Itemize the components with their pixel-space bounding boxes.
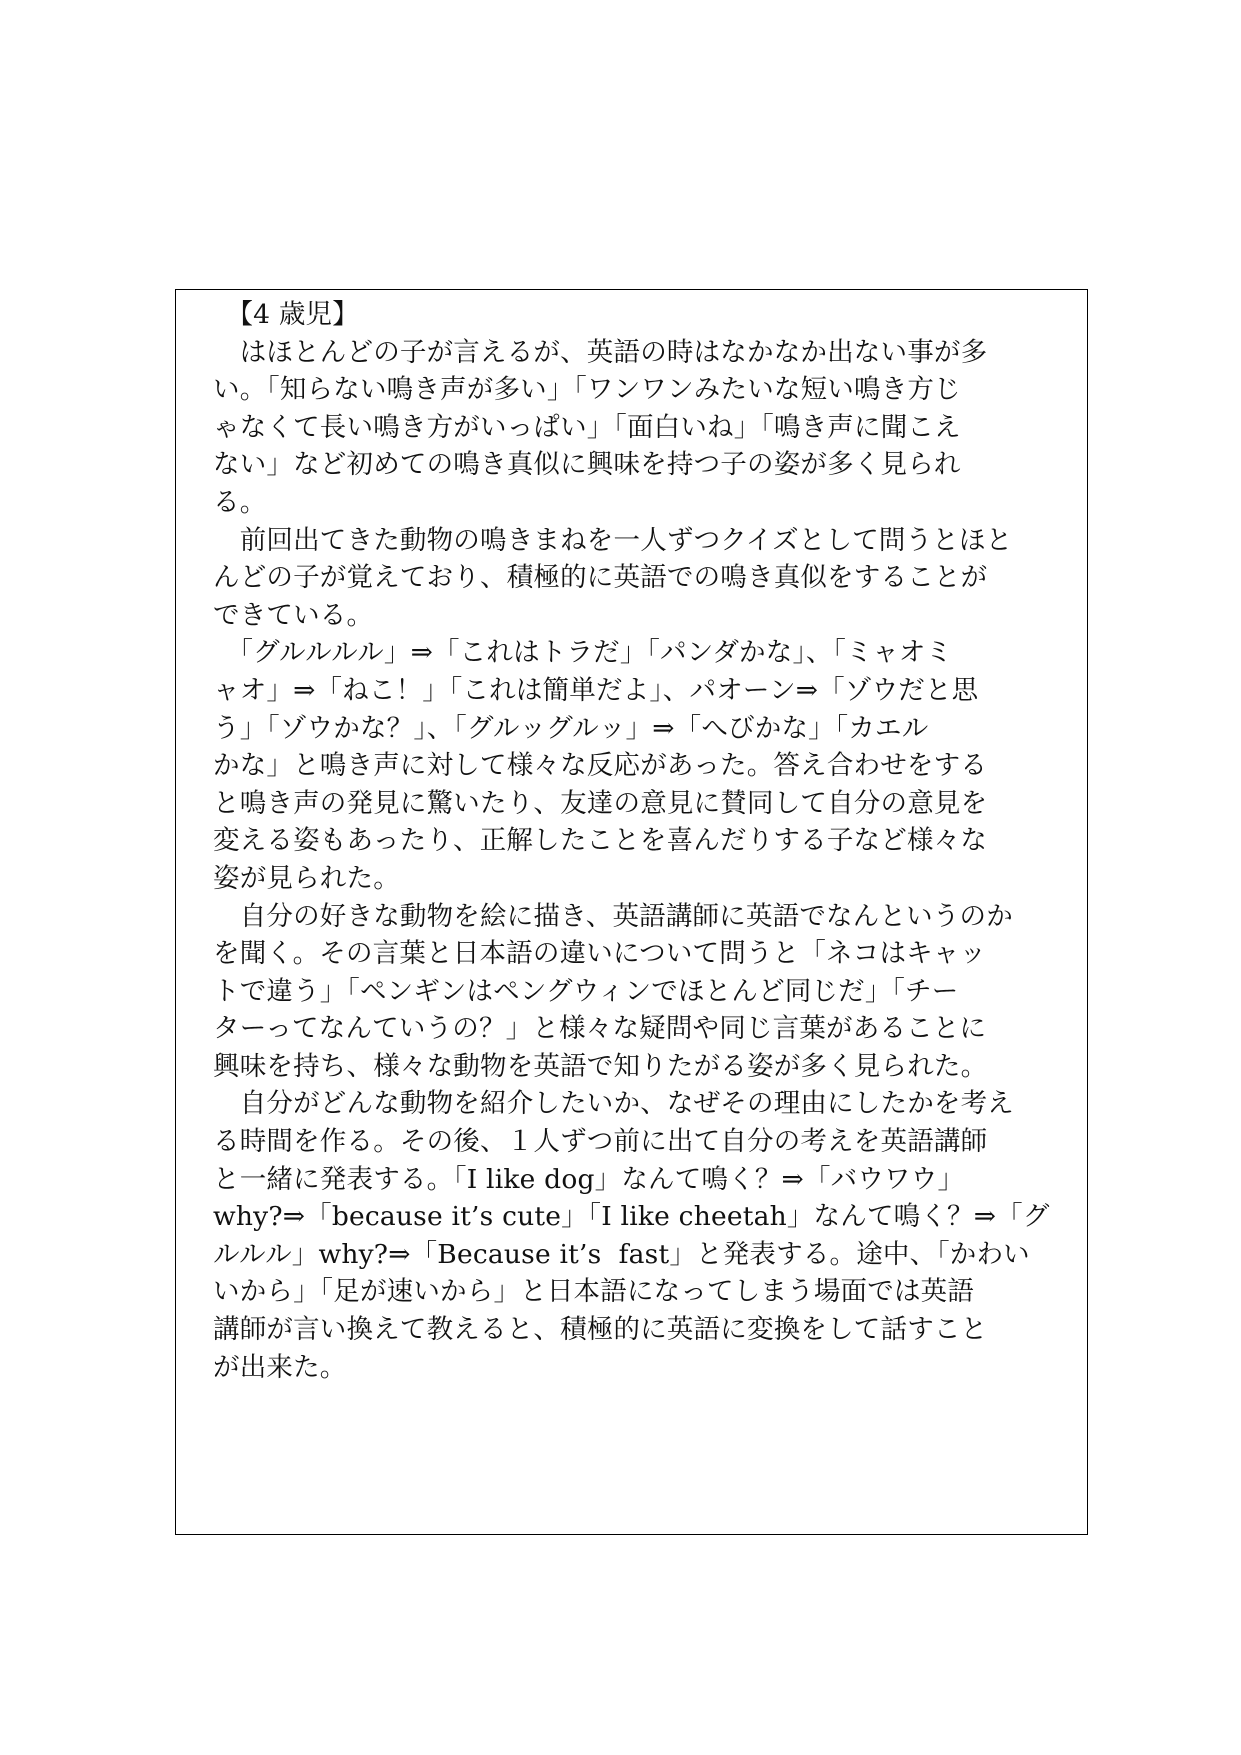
text-line: 興味を持ち、様々な動物を英語で知りたがる姿が多く見られた。	[213, 1050, 988, 1082]
text-line: 姿が見られた。	[213, 862, 400, 894]
text-line: う」「ゾウかな？」、「グルッグルッ」⇒「へびかな」「カエル	[213, 712, 929, 744]
text-line: る時間を作る。その後、１人ずつ前に出て自分の考えを英語講師	[213, 1126, 988, 1158]
text-line: と一緒に発表する。「I like dog」なんて鳴く？⇒「バウワウ」	[213, 1163, 965, 1195]
text-line: かな」と鳴き声に対して様々な反応があった。答え合わせをする	[213, 750, 988, 782]
text-line: 自分がどんな動物を紹介したいか、なぜその理由にしたかを考え	[213, 1088, 1014, 1120]
text-line: 変える姿もあったり、正解したことを喜んだりする子など様々な	[213, 825, 988, 857]
section-heading: 【4 歳児】	[213, 299, 359, 330]
text-line: 自分の好きな動物を絵に描き、英語講師に英語でなんというのか	[213, 900, 1013, 932]
text-line: トで違う」「ペンギンはペングウィンでほとんど同じだ」「チー	[213, 975, 959, 1007]
text-line: 前回出てきた動物の鳴きまねを一人ずつクイズとして問うとほと	[213, 524, 1013, 556]
text-line: ない」など初めての鳴き真似に興味を持つ子の姿が多く見られ	[213, 449, 961, 481]
text-line: ャオ」⇒「ねこ！」「これは簡単だよ」、パオーン⇒「ゾウだと思	[213, 674, 979, 706]
text-line: 講師が言い換えて教えると、積極的に英語に変換をして話すこと	[213, 1314, 988, 1346]
document-body	[213, 296, 1083, 1386]
text-line: んどの子が覚えており、積極的に英語での鳴き真似をすることが	[213, 562, 988, 594]
text-line: を聞く。その言葉と日本語の違いについて問うと「ネコはキャッ	[213, 938, 987, 970]
text-line: いから」「足が速いから」と日本語になってしまう場面では英語	[213, 1276, 975, 1308]
text-line: ゃなくて長い鳴き方がいっぱい」「面白いね」「鳴き声に聞こえ	[213, 411, 961, 443]
text-line: はほとんどの子が言えるが、英語の時はなかなか出ない事が多	[213, 336, 988, 368]
text-line: が出来た。	[213, 1351, 347, 1383]
text-line: ルルル」why?⇒「Because it’s fast」と発表する。途中、「かわい	[213, 1238, 1030, 1270]
text-line: と鳴き声の発見に驚いたり、友達の意見に賛同して自分の意見を	[213, 787, 988, 819]
text-line: why?⇒「because it’s cute」「I like cheetah」なんて鳴く？⇒「グ	[213, 1201, 1050, 1233]
text-line: る。	[213, 486, 267, 518]
text-line: ターってなんていうの？」と様々な疑問や同じ言葉があることに	[213, 1013, 987, 1045]
text-line: できている。	[213, 599, 374, 631]
text-line: 「グルルルル」⇒「これはトラだ」「パンダかな」、「ミャオミ	[213, 637, 953, 669]
text-line: い。「知らない鳴き声が多い」「ワンワンみたいな短い鳴き方じ	[213, 374, 961, 406]
